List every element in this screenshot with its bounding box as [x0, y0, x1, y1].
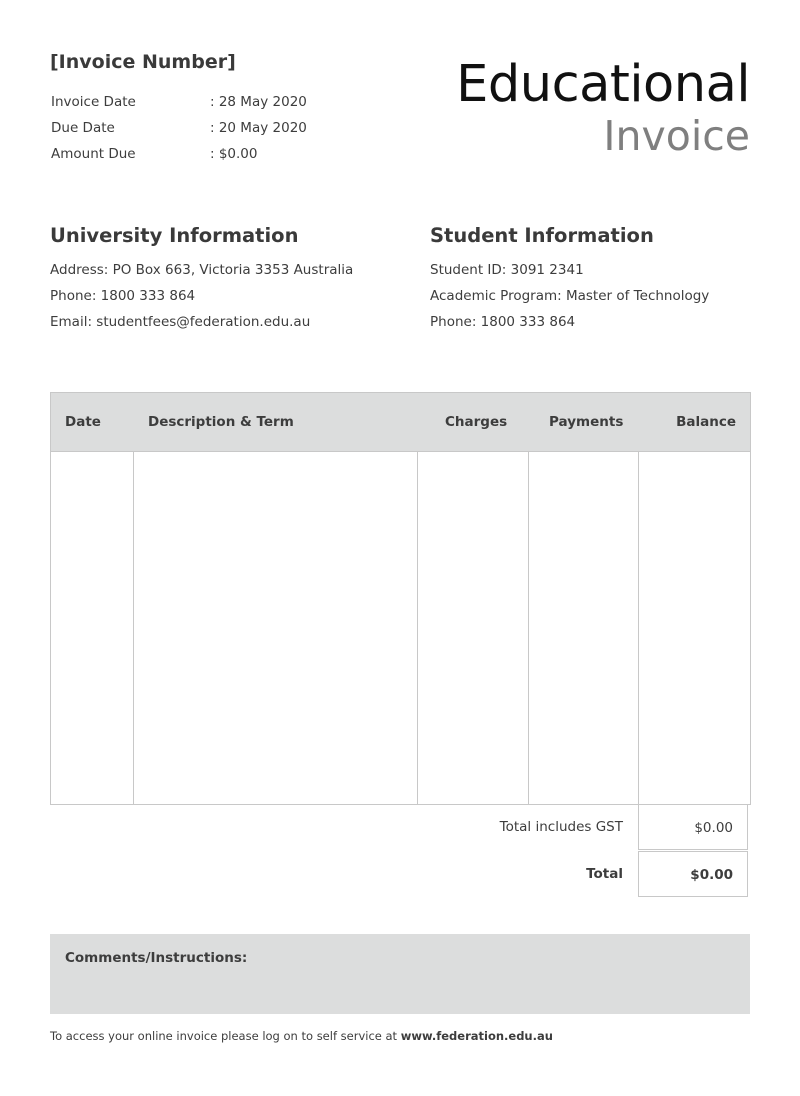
due-date-value: : 20 May 2020: [210, 120, 307, 136]
gst-total-label: Total includes GST: [499, 819, 623, 835]
invoice-items-table: [50, 392, 751, 805]
footer-link[interactable]: www.federation.edu.au: [400, 1029, 553, 1043]
column-header-description: Description & Term: [148, 414, 294, 430]
student-phone: Phone: 1800 333 864: [430, 314, 576, 330]
amount-due-label: Amount Due: [51, 146, 136, 162]
grand-total-box: [638, 851, 748, 897]
grand-total-label: Total: [586, 866, 623, 882]
student-id: Student ID: 3091 2341: [430, 262, 584, 278]
column-header-balance: Balance: [676, 414, 736, 430]
invoice-number: [Invoice Number]: [50, 51, 236, 73]
university-address: Address: PO Box 663, Victoria 3353 Australia: [50, 262, 354, 278]
student-program: Academic Program: Master of Technology: [430, 288, 710, 304]
invoice-date-value: : 28 May 2020: [210, 94, 307, 110]
column-divider: [417, 452, 418, 804]
document-title: Educational: [456, 55, 750, 114]
footer-text: To access your online invoice please log on to self service at: [50, 1029, 401, 1043]
student-heading: Student Information: [430, 224, 654, 247]
due-date-label: Due Date: [51, 120, 115, 136]
comments-label: Comments/Instructions:: [65, 950, 248, 966]
gst-total-box: [638, 804, 748, 850]
footer-note: [50, 1029, 553, 1043]
university-heading: University Information: [50, 224, 299, 247]
column-divider: [528, 452, 529, 804]
invoice-date-label: Invoice Date: [51, 94, 136, 110]
column-header-payments: Payments: [549, 414, 624, 430]
amount-due-value: : $0.00: [210, 146, 258, 162]
document-subtitle: Invoice: [603, 112, 750, 160]
gst-total-value: $0.00: [694, 820, 733, 836]
grand-total-value: $0.00: [690, 867, 733, 883]
column-divider: [638, 452, 639, 804]
column-divider: [133, 452, 134, 804]
university-email: Email: studentfees@federation.edu.au: [50, 314, 311, 330]
column-header-charges: Charges: [445, 414, 508, 430]
university-phone: Phone: 1800 333 864: [50, 288, 196, 304]
column-header-date: Date: [65, 414, 101, 430]
comments-box: [50, 934, 750, 1014]
table-header: [51, 393, 750, 452]
